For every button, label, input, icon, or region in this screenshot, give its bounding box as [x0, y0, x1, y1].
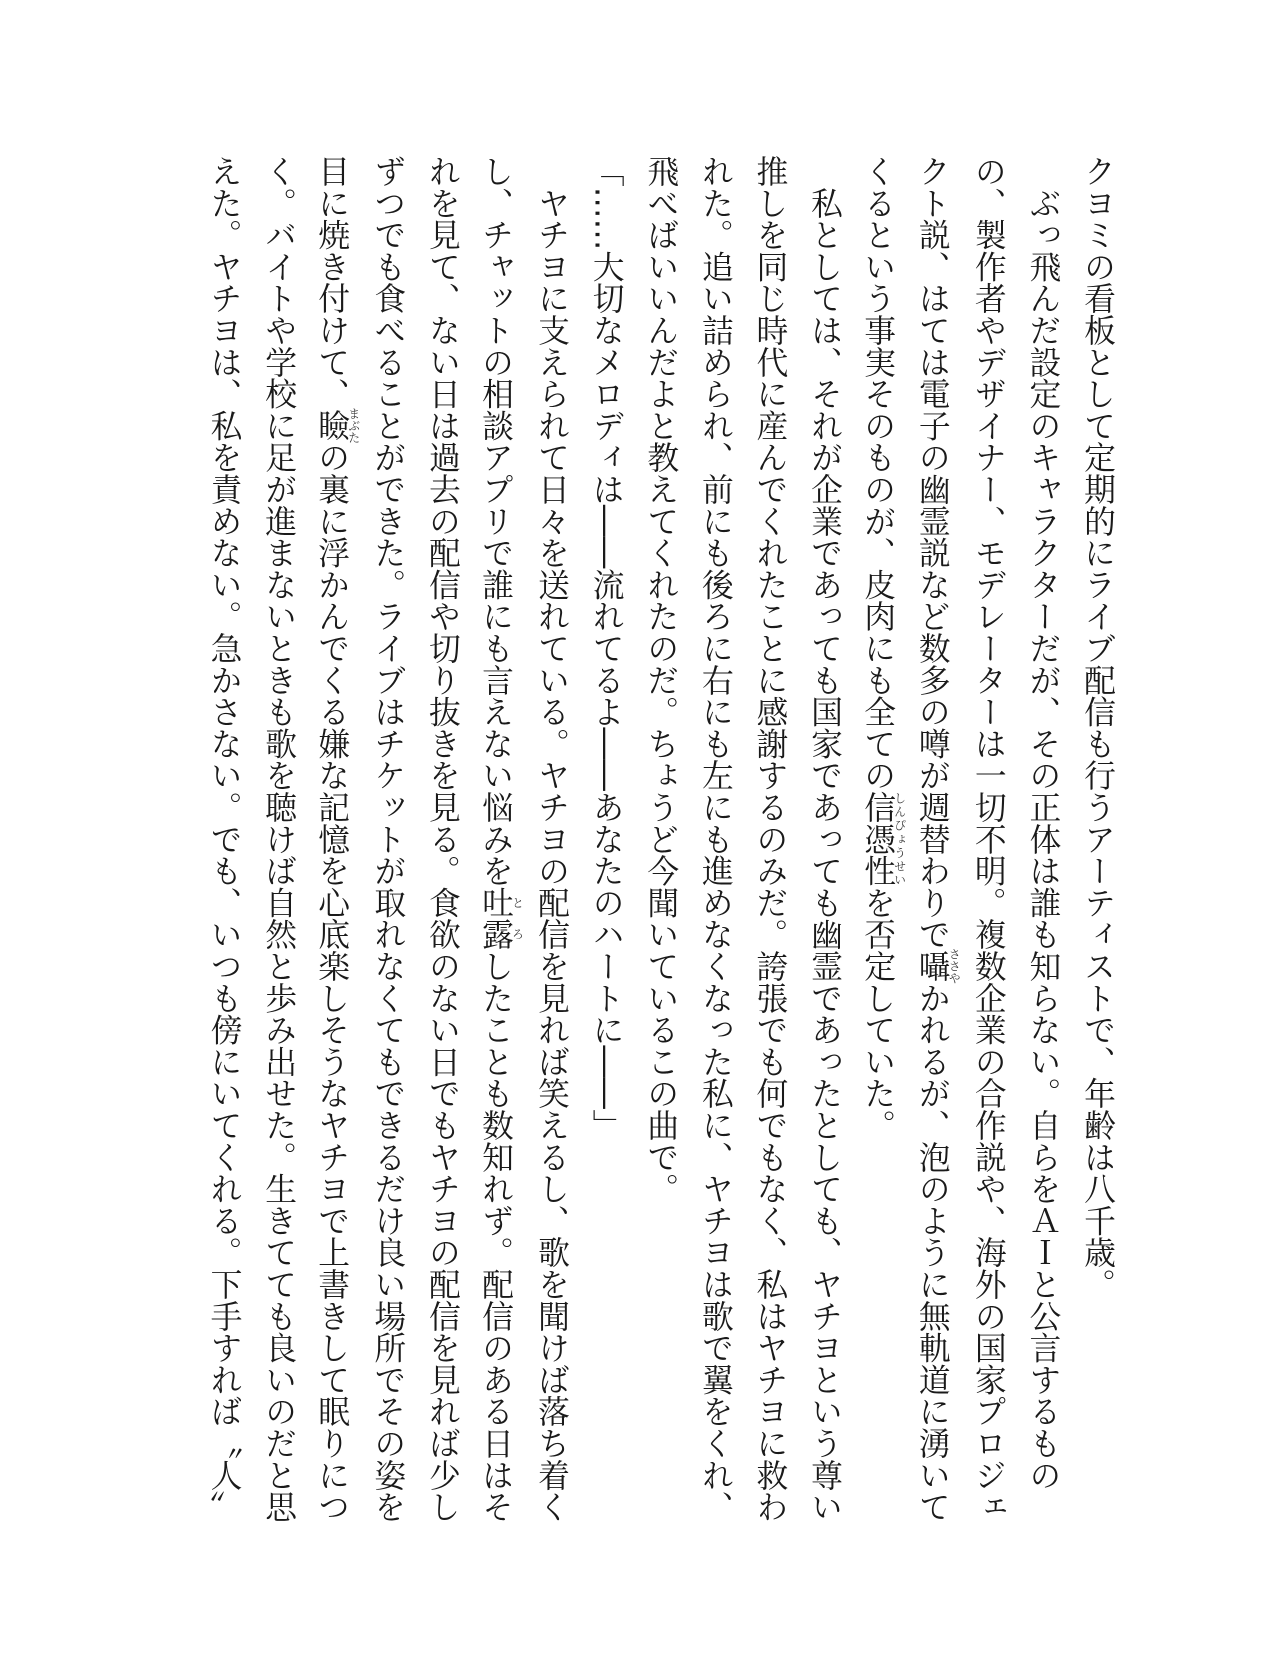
text-line: 飛べばいいんだよと教えてくれたのだ。ちょうど今聞いているこの曲で。	[642, 155, 680, 1205]
text-line: ずつでも食べることができた。ライブはチケットが取れなくてもできるだけ良い場所でその姿を	[369, 155, 407, 1523]
text-line: 私としては、それが企業であっても国家であっても幽霊であったとしても、ヤチヨという尊い	[806, 155, 844, 1523]
ruby-base: 吐露	[476, 886, 514, 951]
ruby-base: 瞼	[313, 407, 351, 444]
text-segment: かれるが、泡のように無軌道に湧いて	[913, 981, 951, 1523]
text-line: クヨミの看板として定期的にライブ配信も行うアーティストで、年齢は八千歳。	[1079, 155, 1116, 1300]
text-line: れを見て、ない日は過去の配信や切り抜きを見る。食欲のない日でもヤチヨの配信を見れば少し	[423, 155, 461, 1523]
text-line	[469, 155, 525, 1523]
ruby-annotation	[476, 886, 525, 951]
text-segment: の裏に浮かんでくる嫌な記憶を心底楽しそうなヤチヨで上書きして眠りにつ	[313, 441, 351, 1523]
text-segment: を否定していた。	[859, 886, 897, 1141]
text-line	[906, 155, 962, 1523]
text-line: ぶっ飛んだ設定のキャラクターだが、その正体は誰も知らない。自らをＡＩと公言するもの	[1024, 155, 1062, 1491]
ruby-annotation	[913, 947, 962, 984]
text-line	[305, 155, 361, 1523]
text-segment: し、チャットの相談アプリで誰にも言えない悩みを	[476, 155, 514, 887]
vertical-text-page	[196, 155, 1124, 1523]
text-line: ヤチヨに支えられて日々を送れている。ヤチヨの配信を見れば笑えるし、歌を聞けば落ち着く	[533, 155, 571, 1523]
ruby-base: 信憑性	[859, 791, 897, 887]
text-line: 推しを同じ時代に産んでくれたことに感謝するのみだ。誇張でも何でもなく、私はヤチヨに救わ	[751, 155, 789, 1523]
text-line	[851, 155, 906, 1495]
text-segment: クト説、はては電子の幽霊説など数多の噂が週替わりで	[913, 155, 951, 950]
ruby-text: まぶた	[346, 407, 361, 444]
text-segment: したことも数知れず。配信のある日はそ	[476, 950, 514, 1523]
ruby-text: ささや	[947, 947, 962, 984]
ruby-text: しんぴょうせい	[892, 791, 907, 887]
text-line: の、製作者やデザイナー、モデレーターは一切不明。複数企業の合作説や、海外の国家プロジェ	[969, 155, 1007, 1523]
text-line: えた。ヤチヨは、私を責めない。急かさない。でも、いつも傍にいてくれる。下手すれば〝人〟	[205, 155, 243, 1523]
text-line: れた。追い詰められ、前にも後ろに右にも左にも進めなくなった私に、ヤチヨは歌で翼をくれ、	[696, 155, 734, 1523]
text-segment: くるという事実そのものが、皮肉にも全ての	[859, 155, 897, 791]
ruby-annotation	[859, 791, 907, 887]
text-segment: 目に焼き付けて、	[313, 155, 351, 410]
text-line: 「……大切なメロディは――流れてるよ――あなたのハートに――」	[587, 155, 625, 1141]
ruby-annotation	[313, 407, 361, 444]
ruby-text: とろ	[510, 886, 525, 950]
ruby-base: 囁	[913, 947, 951, 984]
text-line: く。バイトや学校に足が進まないときも歌を聴けば自然と歩み出せた。生きてても良いのだと思	[260, 155, 298, 1523]
